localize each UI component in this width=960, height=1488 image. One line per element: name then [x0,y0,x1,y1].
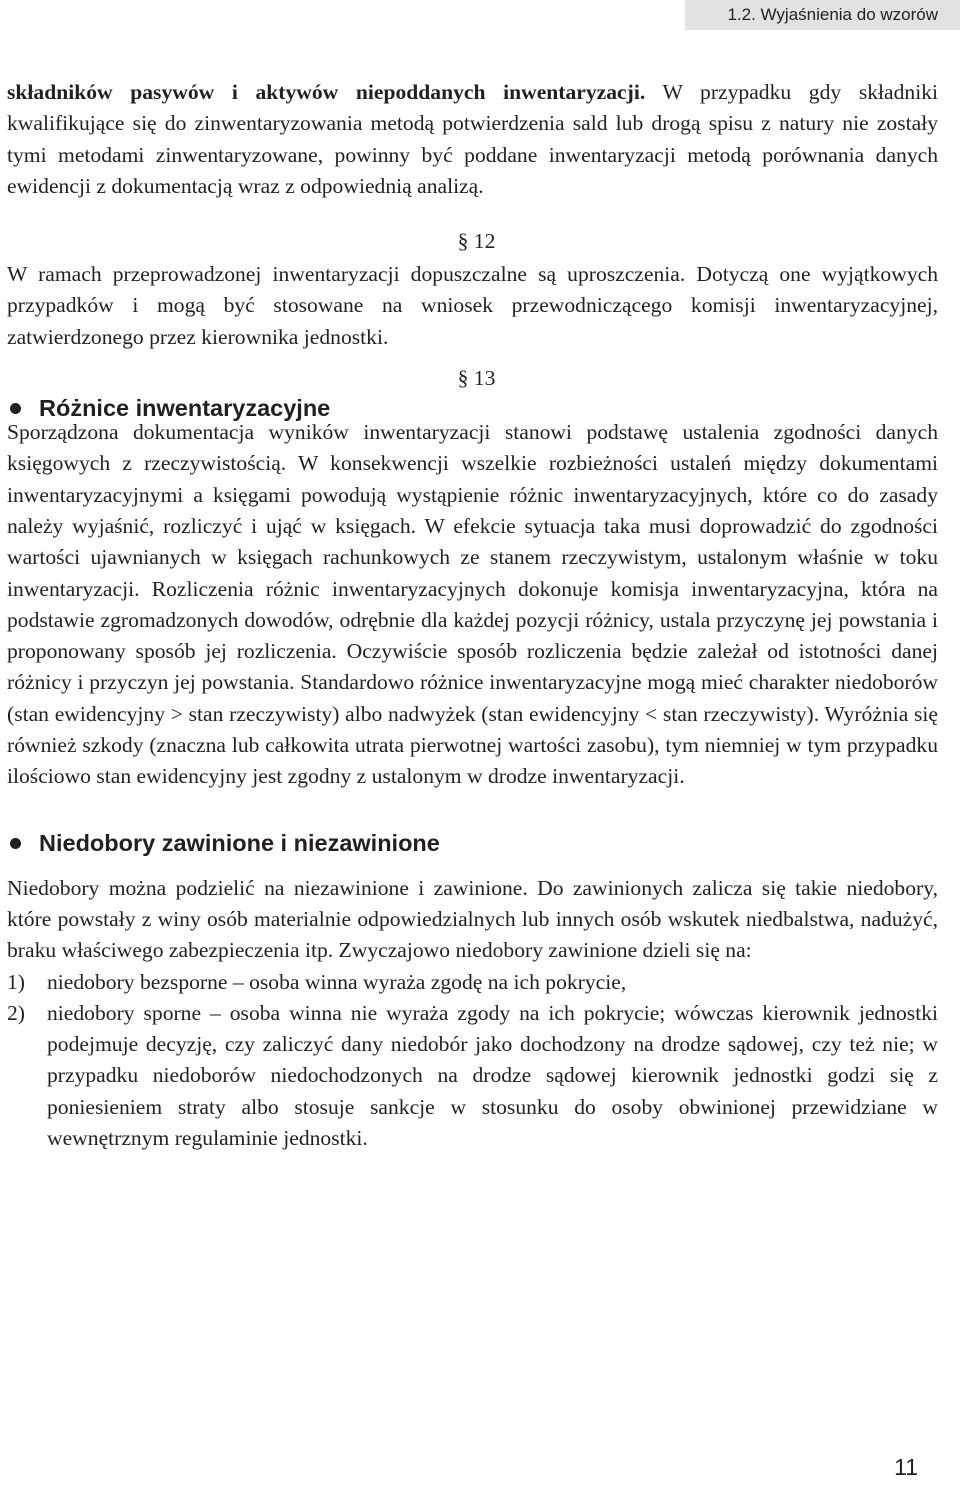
section-12-paragraph: W ramach przeprowadzonej inwentaryzacji dopuszczalne są uproszczenia. Dotyczą one wyjątkowych przypadków i mogą być stosowane na wniosek przewodniczącego komisji inwentaryzacyjnej, zatwierdzonego przez kierownika jednostki. [7,262,938,349]
intro-bold-lead: składników pasywów i aktywów niepoddanych inwentaryzacji. [7,80,646,104]
intro-paragraph [7,77,938,202]
running-header-title: 1.2. Wyjaśnienia do wzorów [727,5,938,24]
running-header [685,0,960,30]
list-item-text: niedobory sporne – osoba winna nie wyraża zgody na ich pokrycie; wówczas kierownik jednostki podejmuje decyzję, czy zaliczyć dany niedobór jako dochodzony na drodze sądowej, czy też nie; w przypadku niedoborów niedochodzonych na drodze sądowej kierownik jednostki godzi się z poniesieniem straty albo stosuje sankcje w stosunku do osoby obwinionej przewidziane w wewnętrznym regulaminie jednostki. [47,1000,938,1151]
section-heading-roznice-label: Różnice inwentaryzacyjne [39,395,331,422]
section-heading-niedobory-label: Niedobory zawinione i niezawinione [39,829,440,856]
niedobory-paragraph: Niedobory można podzielić na niezawinione i zawinione. Do zawinionych zalicza się takie niedobory, które powstały z winy osób materialnie odpowiedzialnych lub innych osób wskutek niedbalstwa, nadużyć, braku właściwego zabezpieczenia itp. Zwyczajowo niedobory zawinione dzieli się na: [7,875,938,963]
section-heading-niedobory [7,827,938,861]
section-13-sign: § 13 [457,366,496,391]
page-content [7,77,938,1154]
intro-text: W przypadku gdy składniki kwalifikujące się do zinwentaryzowania metodą potwierdzenia sald lub drogą spisu z natury nie zostały tymi metodami zinwentaryzowane, powinny być poddane inwentaryzacji metodą porównania danych ewidencji z dokumentacją wraz z odpowiednią analizą. [7,80,938,198]
list-item-text: niedobory bezsporne – osoba winna wyraża zgodę na ich pokrycie, [47,969,627,994]
list-item [7,967,938,998]
list-item-number: 2) [7,1000,25,1025]
niedobory-list [7,967,938,1155]
section-heading-roznice [7,393,330,424]
bullet-icon [10,838,21,849]
section-13-heading-row [7,363,938,422]
section-13-paragraph: Sporządzona dokumentacja wyników inwentaryzacji stanowi podstawę ustalenia zgodności danych księgowych z rzeczywistością. W konsekwencji wszelkie rozbieżności ustaleń między dokumentami inwentaryzacyjnymi a księgami powodują wystąpienie różnic inwentaryzacyjnych, które co do zasady należy wyjaśnić, rozliczyć i ująć w księgach. W efekcie sytuacja taka musi doprowadzić do zgodności wartości ujawnianych w księgach rachunkowych ze stanem rzeczywistym, ustalonym właśnie w toku inwentaryzacji. Rozliczenia różnic inwentaryzacyjnych dokonuje komisja inwentaryzacyjna, która na podstawie zgromadzonych dowodów, odrębnie dla każdej pozycji różnicy, ustala przyczynę jej powstania i proponowany sposób jej rozliczenia. Oczywiście sposób rozliczenia będzie zależał od istotności danej różnicy i przyczyn jej powstania. Standardowo różnice inwentaryzacyjne mogą mieć charakter niedoborów (stan ewidencyjny > stan rzeczywisty) albo nadwyżek (stan ewidencyjny < stan rzeczywisty). Wyróżnia się również szkody (znaczna lub całkowita utrata pierwotnej wartości zasobu), tym niemniej w tym przypadku ilościowo stan ewidencyjny jest zgodny z ustalonym w drodze inwentaryzacji. [7,420,938,789]
bullet-icon [10,403,21,414]
section-12-sign: § 12 [457,229,496,254]
list-item-number: 1) [7,969,25,994]
page-number: 11 [894,1454,918,1480]
list-item [7,998,938,1154]
